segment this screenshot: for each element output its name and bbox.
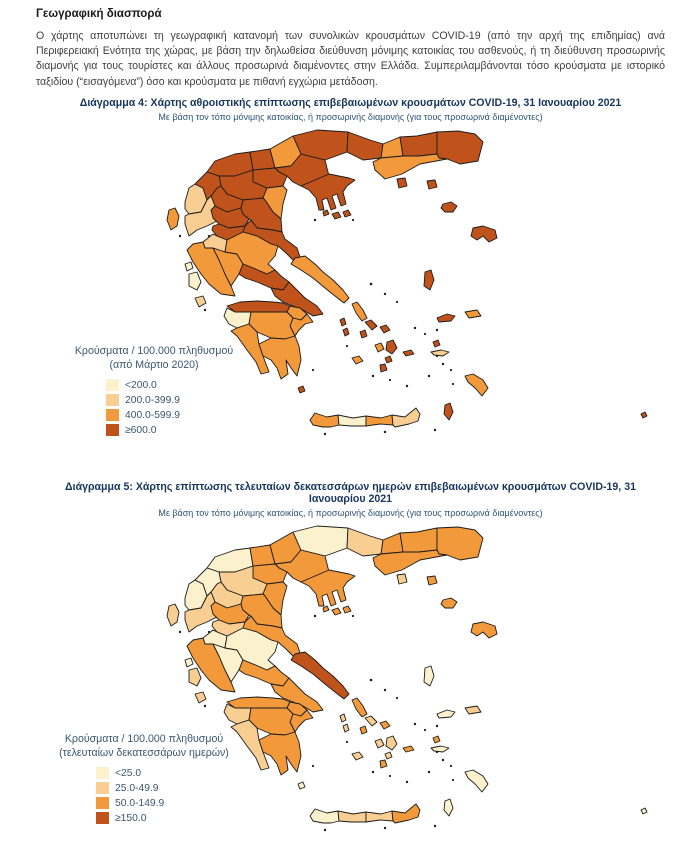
map-region-rethymno [338,811,366,822]
map-region-achaea [227,697,290,708]
map-region-amorgos [403,746,414,752]
map-region-rodopi [400,132,437,156]
map-region-kythnos [343,724,349,732]
legend-item [96,781,250,796]
map-region-kythira [298,386,305,393]
map-region-skiathos [323,606,329,612]
legend-item [106,378,260,393]
map-region-kythira [298,782,305,789]
map-region-rethymno [338,415,366,426]
legend-item [106,393,260,408]
map-region-andros [352,698,367,717]
legend-item [106,408,260,423]
map-region-drama [347,528,383,556]
map-region-milos [352,356,363,364]
legend-item [96,796,250,811]
chart4-legend [48,344,260,438]
legend-item [96,766,250,781]
legend-label: 400.0-599.9 [125,409,180,421]
legend-swatch [96,797,109,809]
map-region-corfu [167,208,179,230]
map-region-xanthi [381,533,403,554]
map-region-kefalonia [189,272,201,290]
legend-item [106,423,260,438]
chart4-subtitle: Με βάση τον τόπο μόνιμης κατοικίας, ή προσωρινής διαμονής (για τους προσωρινά διαμένοντες) [158,111,543,122]
map-region-skopelos [332,212,341,219]
map-region-limnos [441,202,457,212]
legend-label: ≥600.0 [125,424,157,436]
map-region-rhodes [465,770,488,792]
chart4-title: Διάγραμμα 4: Χάρτης αθροιστικής επίπτωσης επιβεβαιωμένων κρουσμάτων COVID-19, 31 Ιανουαρίου 2021 [79,96,622,109]
map-region-chios [424,270,434,290]
map-region-karpathos [444,403,453,420]
map-region-kavala [373,550,447,575]
map-region-corfu [167,604,179,626]
map-region-zakynthos [195,296,206,307]
intro-paragraph: Ο χάρτης αποτυπώνει τη γεωγραφική κατανομή των συνολικών κρουσμάτων COVID-19 (από την αρχή της επιδημίας) ανά Περιφερειακή Ενότητα της χώρας, με βάση την δηλωθείσα διεύθυνση μόνιμης κατοικίας του ασθενούς, ή τη διεύθυνση προσωρινής διαμονής για τους τουρίστες και άλλους προσωρινά διαμένοντες στην Ελλάδα. Συμπεριλαμβάνονται τόσο κρούσματα με ιστορικό ταξιδίου (“εισαγόμενα”) όσο και κρούσματα με πιθανή εγχώρια μετάδοση. [36,30,665,88]
map-region-kea [340,714,346,722]
map-region-kastellorizo [641,412,647,418]
map-region-naxos [386,340,397,354]
map-region-ios [385,752,392,759]
map-region-heraklion [366,811,393,822]
chart5-title: Διάγραμμα 5: Χάρτης επίπτωσης τελευταίων δεκατεσσάρων ημερών επιβεβαιωμένων κρουσμάτων COVID-19, 31 Ιανουαρίου 2021 [65,480,636,505]
legend-label: <200.0 [125,379,157,391]
map-region-syros [360,330,367,338]
map-region-kalymnos [433,340,440,347]
map-region-rhodes [465,374,488,396]
legend-swatch [96,812,109,824]
map-region-kos [431,350,449,356]
map-region-thasos [397,574,407,584]
map-region-mykonos [380,325,390,333]
legend-label: 25.0-49.9 [115,782,159,794]
map-region-tinos [365,716,377,726]
map-region-paros [375,343,384,352]
map-region-zakynthos [195,692,206,703]
map-region-chania [310,809,339,823]
legend-label: <25.0 [115,767,142,779]
legend-label: ≥150.0 [115,812,147,824]
map-region-mykonos [380,721,390,729]
legend-title: Κρούσματα / 100.000 πληθυσμού (τελευταίων δεκατεσσάρων ημερών) [59,732,229,759]
legend-swatch [106,394,119,406]
map-region-naxos [386,736,397,750]
chart5-legend [38,732,250,826]
map-region-santorini [380,760,387,768]
map-region-alonnisos [343,606,351,613]
legend-swatch [96,767,109,779]
legend-label: 200.0-399.9 [125,394,180,406]
map-region-xanthi [381,137,403,158]
map-region-rodopi [400,528,437,552]
map-region-drama [347,132,383,160]
map-region-ios [385,356,392,363]
map-region-chios [424,666,434,686]
map-region-lesvos [471,226,497,242]
map-region-samothraki [427,180,437,189]
map-region-andros [352,302,367,321]
map-region-lasithi [392,804,420,823]
chart5-subtitle: Με βάση τον τόπο μόνιμης κατοικίας, ή προσωρινής διαμονής (για τους προσωρινά διαμένοντες) [158,507,543,518]
map-region-samos [465,706,481,714]
map-region-amorgos [403,350,414,356]
map-region-alonnisos [343,210,351,217]
map-region-skiathos [323,210,329,216]
legend-swatch [106,409,119,421]
section-heading: Γεωγραφική διασπορά [36,8,162,20]
chart5-figure [36,481,667,857]
map-region-santorini [380,364,387,372]
map-region-kalymnos [433,736,440,743]
chart4-figure [36,97,667,474]
legend-swatch [106,379,119,391]
map-region-achaea [227,301,290,312]
map-region-lefkada [185,658,193,667]
map-region-kos [431,746,449,752]
legend-title: Κρούσματα / 100.000 πληθυσμού (από Μάρτιο 2020) [74,344,234,371]
map-region-ikaria [437,710,455,718]
map-region-kavala [373,154,447,179]
map-region-karpathos [444,799,453,816]
map-region-kea [340,318,346,326]
map-region-samothraki [427,576,437,585]
map-region-lasithi [392,408,420,427]
map-region-syros [360,726,367,734]
map-region-skopelos [332,608,341,615]
map-region-milos [352,752,363,760]
map-region-ikaria [437,314,455,322]
legend-label: 50.0-149.9 [115,797,165,809]
map-region-tinos [365,320,377,330]
map-region-lefkada [185,262,193,271]
legend-swatch [96,782,109,794]
map-region-thasos [397,178,407,188]
map-region-kythnos [343,328,349,336]
map-region-heraklion [366,415,393,426]
map-region-kastellorizo [641,808,647,814]
map-region-lesvos [471,622,497,638]
map-region-samos [465,310,481,318]
legend-swatch [106,424,119,436]
map-region-kefalonia [189,668,201,686]
map-region-paros [375,739,384,748]
legend-item [96,811,250,826]
map-region-chania [310,413,339,427]
map-region-limnos [441,598,457,608]
